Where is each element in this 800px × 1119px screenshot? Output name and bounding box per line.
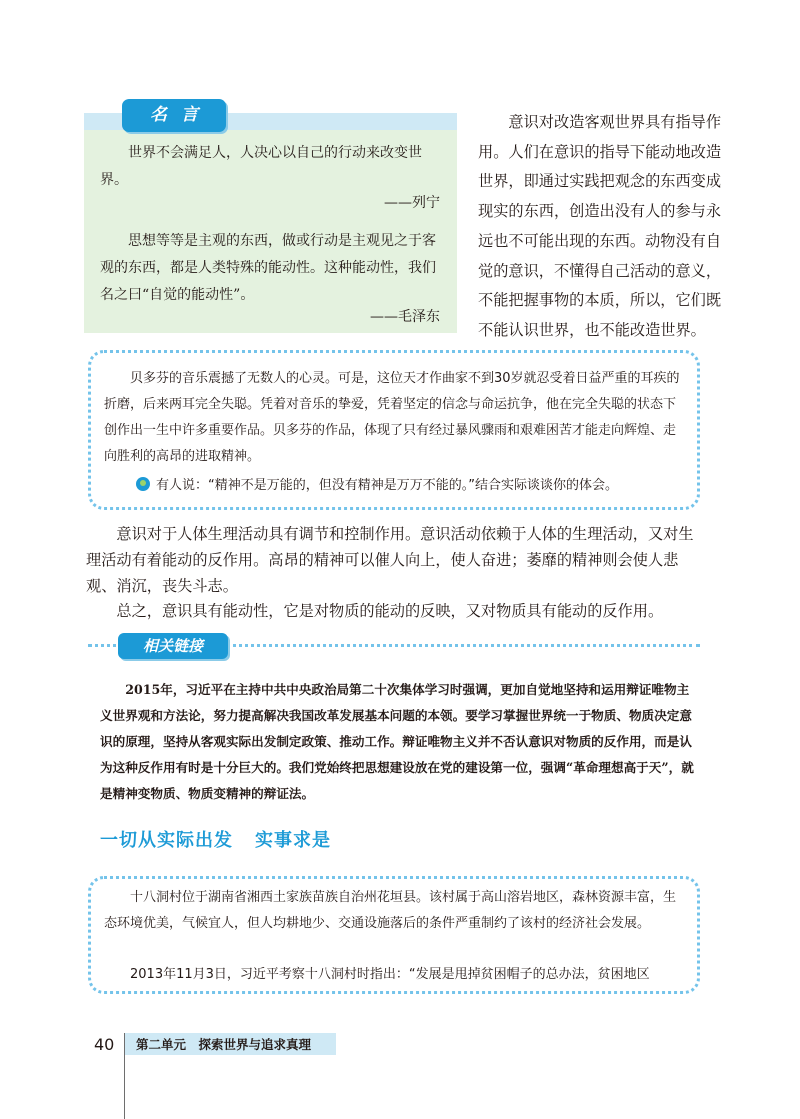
related-links-text: 2015年，习近平在主持中共中央政治局第二十次集体学习时强调，更加自觉地坚持和运用辩证唯物主义世界观和方法论，努力提高解决我国改革发展基本问题的本领。要学习掌握世界统一于物质、物质决定意识的原理，坚持从客观实际出发制定政策、推动工作。辩证唯物主义并不否认意识对物质的反作用，而是认为这种反作用有时是十分巨大的。我们党始终把思想建设放在党的建设第一位，强调“革命理想高于天”，就是精神变物质、物质变精神的辩证法。 [100,682,694,801]
question-icon [136,477,150,491]
body-paragraph-2: 总之，意识具有能动性，它是对物质的能动的反映，又对物质具有能动的反作用。 [116,602,664,620]
quote-author-mao: ——毛泽东 [370,309,440,325]
village-paragraph-2: 2013年11月3日，习近平考察十八洞村时指出：“发展是甩掉贫困帽子的总办法，贫困地区 [130,967,650,982]
footer-divider [124,1033,125,1119]
unit-title: 第二单元 探索世界与追求真理 [136,1037,312,1052]
right-column-text: 意识对改造客观世界具有指导作用。人们在意识的指导下能动地改造世界，即通过实践把观念的东西变成现实的东西，创造出没有人的参与永远也不可能出现的东西。动物没有自觉的意识，不懂得自己活动的意义，不能把握事物的本质，所以，它们既不能认识世界，也不能改造世界。 [478,113,722,339]
village-paragraph-1: 十八洞村位于湖南省湘西土家族苗族自治州花垣县。该村属于高山溶岩地区，森林资源丰富，生态环境优美，气候宜人，但人均耕地少、交通设施落后的条件严重制约了该村的经济社会发展。 [104,890,677,931]
section-title [100,826,331,852]
related-links-tab: 相关链接 [118,633,228,659]
body-paragraph-1: 意识对于人体生理活动具有调节和控制作用。意识活动依赖于人体的生理活动，又对生理活动有着能动的反作用。高昂的精神可以催人向上，使人奋进；萎靡的精神则会使人悲观、消沉，丧失斗志。 [86,525,694,595]
quote-tab-label: 名言 [122,99,226,132]
quote-author-lenin: ——列宁 [384,195,440,211]
page-number: 40 [94,1035,115,1054]
quote-lenin: 世界不会满足人，人决心以自己的行动来改变世界。 [100,145,422,188]
case-question [136,474,696,493]
section-title-part2: 实事求是 [255,830,331,851]
case-text: 贝多芬的音乐震撼了无数人的心灵。可是，这位天才作曲家不到30岁就忍受着日益严重的耳疾的折磨，后来两耳完全失聪。凭着对音乐的挚爱，凭着坚定的信念与命运抗争，他在完全失聪的状态下创作出一生中许多重要作品。贝多芬的作品，体现了只有经过暴风骤雨和艰难困苦才能走向辉煌、走向胜利的高昂的进取精神。 [104,371,680,464]
quote-mao: 思想等等是主观的东西，做或行动是主观见之于客观的东西，都是人类特殊的能动性。这种能动性，我们名之曰“自觉的能动性”。 [100,233,436,303]
case-question-text: 有人说：“精神不是万能的，但没有精神是万万不能的。”结合实际谈谈你的体会。 [156,478,618,493]
section-title-part1: 一切从实际出发 [100,830,233,851]
